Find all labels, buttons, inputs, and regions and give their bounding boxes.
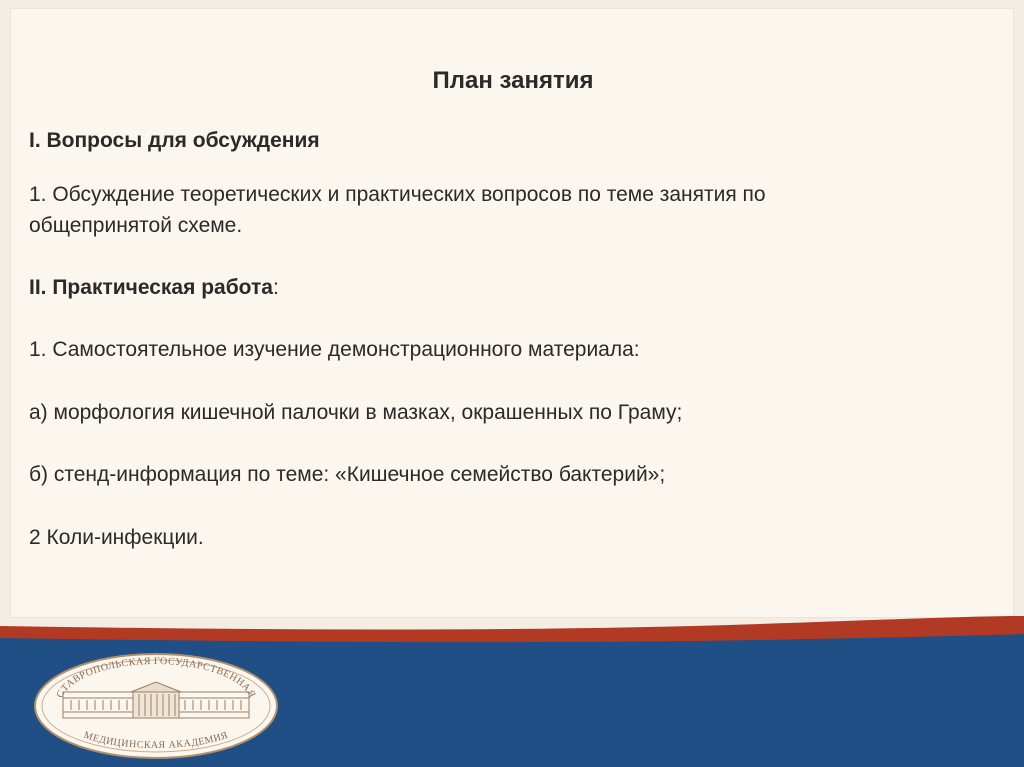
item-1-line-1: 1. Обсуждение теоретических и практических вопросов по теме занятия по [29,183,766,206]
section-1-heading: I. Вопросы для обсуждения [29,129,320,152]
slide-title: План занятия [432,67,594,94]
svg-text:СТАВРОПОЛЬСКАЯ ГОСУДАРСТВЕННАЯ: СТАВРОПОЛЬСКАЯ ГОСУДАРСТВЕННАЯ [54,655,258,700]
section-2-heading: II. Практическая работа [29,276,273,299]
item-1-line-2: общепринятой схеме. [29,214,243,237]
svg-text:МЕДИЦИНСКАЯ АКАДЕМИЯ: МЕДИЦИНСКАЯ АКАДЕМИЯ [82,729,230,751]
section-2-colon: : [272,276,279,299]
content-panel [10,8,1014,618]
item-b: б) стенд-информация по теме: «Кишечное семейство бактерий»; [29,463,666,486]
item-coli-infections: 2 Коли-инфекции. [29,526,204,549]
item-self-study: 1. Самостоятельное изучение демонстрационного материала: [29,338,640,361]
item-a: а) морфология кишечной палочки в мазках, окрашенных по Граму; [29,401,683,424]
section-2-heading-line [29,272,279,303]
academy-logo [33,652,279,760]
